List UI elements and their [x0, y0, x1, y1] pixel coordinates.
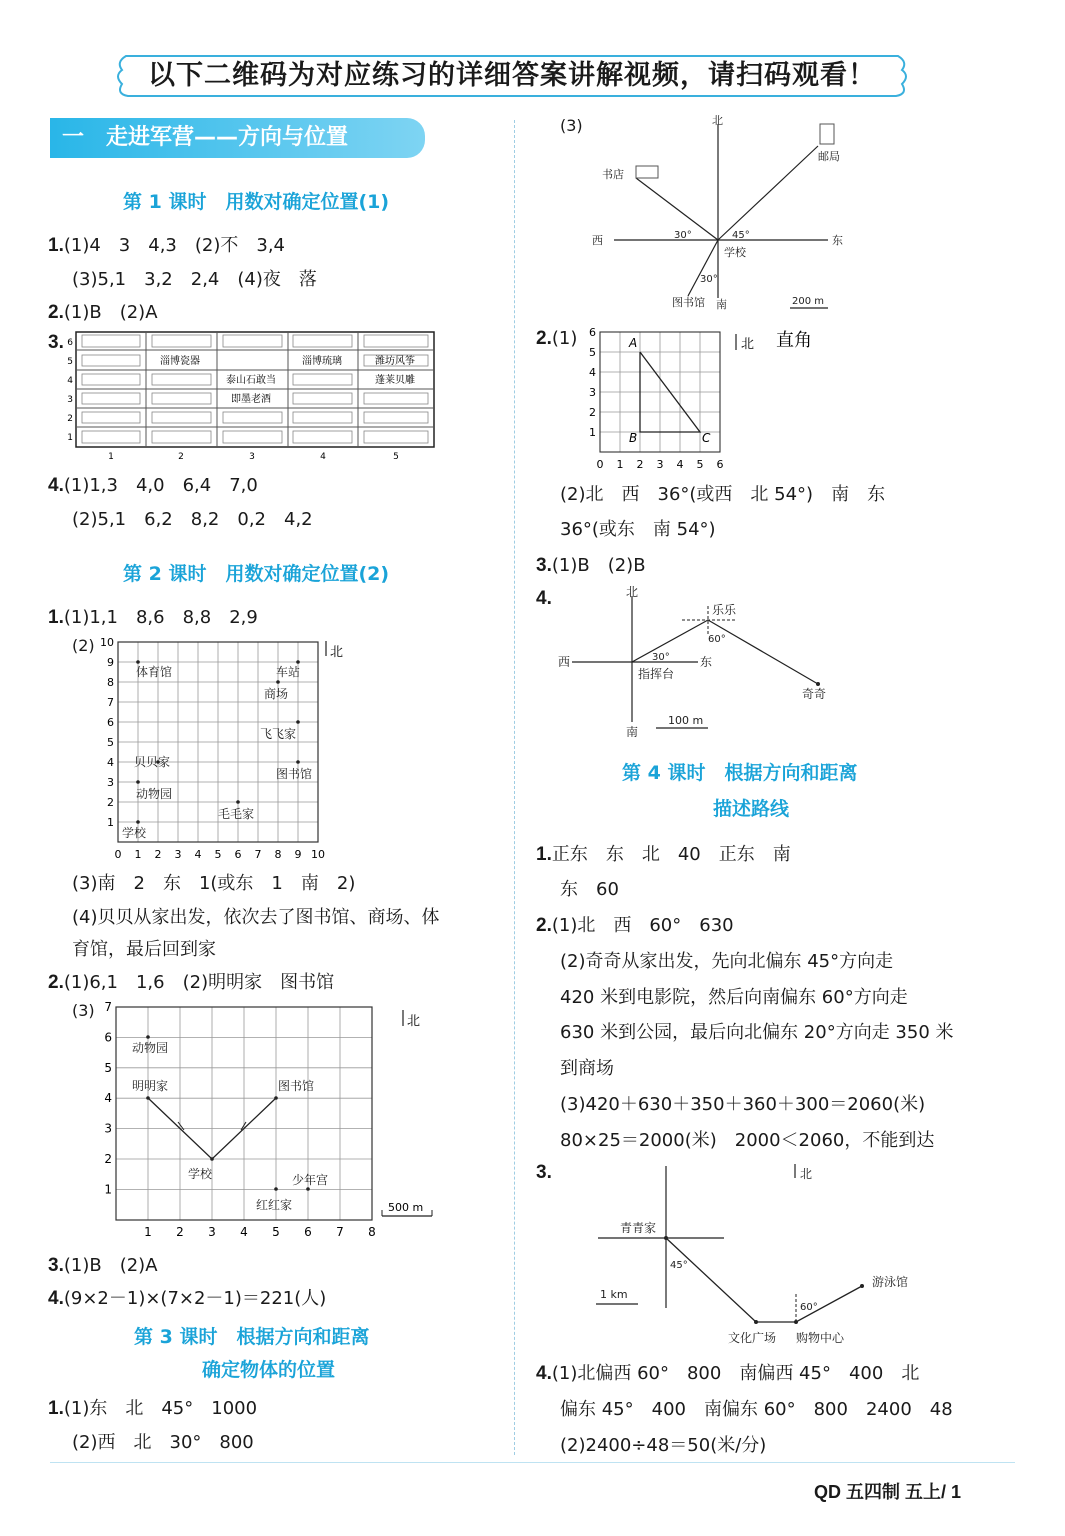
axis-tick: 2 — [107, 796, 114, 809]
axis-tick: 10 — [100, 636, 114, 649]
l4-q2-line-c: 420 米到电影院，然后向南偏东 60°方向走 — [560, 987, 908, 1008]
axis-tick: 2 — [636, 458, 644, 470]
answer-text: (1)4 3 4,3 (2)不 3,4 — [63, 235, 286, 256]
place-label: 贝贝家 — [134, 755, 171, 769]
answer-text: (1)B (2)A — [63, 302, 158, 323]
question-number: 1. — [48, 1398, 64, 1419]
question-number: 1. — [48, 235, 64, 256]
axis-ticks — [589, 326, 724, 470]
east-label: 东 — [700, 655, 713, 669]
question-number: 3. — [536, 1162, 552, 1183]
l1-q1-line-a — [48, 231, 285, 257]
l2-q1-line-a — [48, 603, 258, 629]
point-label: B — [629, 431, 638, 445]
axis-tick: 5 — [589, 346, 596, 359]
answer-text: (1)1,1 8,6 8,8 2,9 — [63, 607, 258, 628]
lesson2-title: 第 2 课时 用数对确定位置(2) — [123, 563, 390, 585]
axis-tick: 5 — [214, 848, 222, 861]
place-label: 图书馆 — [276, 767, 313, 781]
place-label: 书店 — [602, 168, 624, 181]
west-label: 西 — [592, 234, 603, 247]
north-label: 北 — [626, 585, 639, 599]
question-number: 1. — [48, 607, 64, 628]
bookstore-icon — [636, 166, 658, 178]
l4-q2-line-b: (2)奇奇从家出发，先向北偏东 45°方向走 — [560, 951, 894, 972]
question-number: 1. — [536, 844, 552, 865]
l1-q2 — [48, 298, 158, 324]
l2-q2-sub3: (3) — [72, 1001, 95, 1020]
east-label: 东 — [832, 234, 843, 247]
north-label: 北 — [741, 337, 755, 352]
lesson1-title: 第 1 课时 用数对确定位置(1) — [123, 191, 390, 213]
axis-tick: 1 — [144, 1224, 152, 1239]
axis-tick: 6 — [234, 848, 242, 861]
axis-tick: 4 — [194, 848, 202, 861]
scale-label: 1 km — [600, 1288, 628, 1301]
question-number: 4. — [48, 475, 64, 496]
l3-q4-figure — [556, 584, 856, 744]
question-number: 2. — [48, 972, 64, 993]
post-office-icon — [820, 124, 834, 144]
axis-tick: 7 — [336, 1224, 344, 1239]
axis-tick: 3 — [174, 848, 182, 861]
l3-q4-number — [536, 588, 552, 610]
l4-q2-line-g: 80×25＝2000(米) 2000＜2060，不能到达 — [560, 1130, 935, 1151]
place-label: 文化广场 — [728, 1331, 777, 1345]
north-label: 北 — [330, 645, 344, 660]
answer-text: (1)北 西 60° 630 — [551, 915, 734, 936]
axis-tick: 2 — [154, 848, 162, 861]
l2-map2-figure — [96, 1000, 446, 1248]
answer-text: (1) — [551, 328, 578, 349]
answer-text: (1)北偏西 60° 800 南偏西 45° 400 北 — [551, 1363, 920, 1384]
answer-text: (1)1,3 4,0 6,4 7,0 — [63, 475, 258, 496]
place-label: 青青家 — [620, 1221, 657, 1235]
axis-tick: 0 — [596, 458, 604, 470]
axis-tick: 0 — [114, 848, 122, 861]
place-label: 动物园 — [132, 1041, 169, 1055]
angle-label: 60° — [708, 634, 726, 645]
axis-tick: 6 — [304, 1224, 312, 1239]
axis-tick: 6 — [67, 338, 73, 348]
place-label: 游泳馆 — [872, 1275, 909, 1289]
axis-tick: 2 — [104, 1152, 112, 1166]
grid-cell: 淄博琉璃 — [302, 356, 342, 367]
lesson3-title-a: 第 3 课时 根据方向和距离 — [134, 1326, 370, 1348]
l4-q4-line-b: 偏东 45° 400 南偏东 60° 800 2400 48 — [560, 1399, 953, 1420]
axis-tick: 1 — [134, 848, 142, 861]
axis-tick: 7 — [104, 1000, 112, 1014]
place-label: 图书馆 — [672, 296, 705, 309]
l4-q1-line-b: 东 60 — [560, 879, 619, 900]
answer-text: (1)B (2)A — [63, 1255, 158, 1276]
question-number: 2. — [48, 302, 64, 323]
place-label: 学校 — [724, 246, 746, 259]
l1-q4-line-a — [48, 471, 258, 497]
north-label: 北 — [712, 114, 723, 127]
axis-tick: 3 — [656, 458, 664, 470]
grid-cell: 潍坊风筝 — [375, 356, 415, 367]
axis-ticks — [104, 1000, 375, 1239]
angle-label: 45° — [670, 1260, 688, 1271]
axis-tick: 5 — [272, 1224, 280, 1239]
l3-q2-grid-figure — [586, 324, 846, 470]
axis-tick: 8 — [368, 1224, 376, 1239]
axis-tick: 2 — [67, 414, 73, 424]
axis-tick: 1 — [107, 816, 114, 829]
angle-label: 30° — [674, 230, 692, 241]
place-label: 红红家 — [256, 1198, 293, 1212]
grid-lines — [116, 1007, 372, 1220]
angle-answer: 直角 — [776, 330, 812, 351]
l3-q2-prefix — [536, 328, 577, 350]
answer-text: (1)B (2)B — [551, 555, 646, 576]
answer-text: (9×2－1)×(7×2－1)＝221(人) — [63, 1288, 327, 1309]
axis-tick: 4 — [67, 376, 73, 386]
l4-q2-line-d: 630 米到公园，最后向北偏东 20°方向走 350 米 — [560, 1022, 954, 1043]
place-label: 飞飞家 — [260, 727, 297, 741]
axis-tick: 8 — [274, 848, 282, 861]
axis-tick: 7 — [254, 848, 262, 861]
axis-tick: 1 — [616, 458, 624, 470]
axis-tick: 4 — [676, 458, 684, 470]
axis-tick: 8 — [107, 676, 114, 689]
place-label: 邮局 — [818, 150, 840, 163]
axis-tick: 3 — [208, 1224, 216, 1239]
place-label: 体育馆 — [136, 665, 173, 679]
l1-q1-line-b: (3)5,1 3,2 2,4 (4)夜 落 — [72, 269, 317, 290]
axis-tick: 7 — [107, 696, 114, 709]
answer-text: 正东 东 北 40 正东 南 — [551, 844, 791, 865]
chapter-title: 一 走进军营——方向与位置 — [62, 125, 349, 150]
axis-tick: 3 — [107, 776, 114, 789]
column-divider — [514, 120, 515, 1455]
south-label: 南 — [716, 298, 727, 311]
grid-cell: 淄博瓷器 — [160, 356, 200, 367]
l2-q1-line-e: 育馆，最后回到家 — [72, 939, 216, 960]
l2-q2-line-a — [48, 968, 334, 994]
axis-tick: 4 — [107, 756, 114, 769]
axis-tick: 4 — [589, 366, 596, 379]
question-number: 4. — [48, 1288, 64, 1309]
l4-q2-line-e: 到商场 — [560, 1058, 614, 1079]
l4-q4-line-a — [536, 1359, 919, 1385]
l2-q1-line-c: (3)南 2 东 1(或东 1 南 2) — [72, 873, 356, 894]
axis-tick: 2 — [178, 452, 184, 462]
place-label: 学校 — [188, 1167, 213, 1181]
place-label: 学校 — [122, 826, 147, 840]
l4-q2-line-a — [536, 911, 734, 937]
question-number: 4. — [536, 1363, 552, 1384]
l4-q2-line-f: (3)420＋630＋350＋360＋300＝2060(米) — [560, 1094, 926, 1115]
axis-tick: 4 — [104, 1091, 112, 1106]
l2-q4 — [48, 1284, 326, 1310]
place-label: 商场 — [264, 687, 289, 701]
axis-tick: 1 — [67, 433, 73, 443]
axis-tick: 4 — [240, 1224, 248, 1239]
south-label: 南 — [626, 725, 639, 739]
angle-label: 45° — [732, 230, 750, 241]
l1-q4-line-b: (2)5,1 6,2 8,2 0,2 4,2 — [72, 509, 313, 530]
lesson3-title-b: 确定物体的位置 — [202, 1359, 336, 1381]
axis-tick: 9 — [294, 848, 302, 861]
scale-label: 100 m — [668, 714, 704, 727]
point-label: C — [702, 431, 711, 445]
axis-tick: 4 — [320, 452, 326, 462]
north-label: 北 — [800, 1167, 813, 1181]
angle-label: 60° — [800, 1302, 818, 1313]
chapter-bar — [50, 118, 425, 158]
place-label: 购物中心 — [796, 1331, 845, 1345]
header-banner — [112, 48, 912, 104]
page-footer: QD 五四制 五上/ 1 — [813, 1482, 961, 1502]
route-line — [666, 1238, 862, 1322]
angle-label: 30° — [652, 652, 670, 663]
axis-tick: 6 — [716, 458, 724, 470]
scale-label: 200 m — [792, 296, 825, 307]
scale-label: 500 m — [388, 1201, 424, 1214]
answer-text: (1)东 北 45° 1000 — [63, 1398, 258, 1419]
axis-tick: 5 — [107, 736, 114, 749]
l3-q1-sub3: (3) — [560, 116, 583, 135]
l1-grid-figure — [62, 328, 440, 468]
axis-tick: 5 — [104, 1060, 112, 1075]
l4-q3-number — [536, 1162, 552, 1184]
question-number: 3. — [536, 555, 552, 576]
banner-text: 以下二维码为对应练习的详细答案讲解视频，请扫码观看！ — [148, 60, 876, 91]
north-label: 北 — [407, 1014, 421, 1029]
place-label: 车站 — [276, 665, 301, 679]
lesson4-title-b: 描述路线 — [713, 798, 790, 820]
place-label: 明明家 — [132, 1079, 169, 1093]
axis-tick: 5 — [696, 458, 704, 470]
axis-tick: 1 — [108, 452, 114, 462]
axis-tick: 5 — [393, 452, 399, 462]
axis-tick: 2 — [589, 406, 596, 419]
angle-label: 30° — [700, 274, 718, 285]
l4-q1-line-a — [536, 840, 791, 866]
place-label: 图书馆 — [278, 1079, 315, 1093]
west-label: 西 — [558, 655, 571, 669]
axis-tick: 6 — [104, 1030, 112, 1045]
point-label: A — [629, 336, 638, 350]
axis-tick: 6 — [107, 716, 114, 729]
l2-q1-line-d: (4)贝贝从家出发，依次去了图书馆、商场、体 — [72, 907, 440, 928]
question-number: 2. — [536, 328, 552, 349]
l3-q2-line-b: (2)北 西 36°(或西 北 54°) 南 东 — [560, 484, 886, 505]
axis-tick: 10 — [311, 848, 325, 861]
place-label: 指挥台 — [638, 667, 675, 681]
l2-map1-figure — [100, 636, 360, 864]
axis-tick: 5 — [67, 357, 73, 367]
place-label: 少年宫 — [292, 1173, 329, 1187]
question-number: 3. — [48, 1255, 64, 1276]
place-label: 奇奇 — [802, 687, 827, 701]
l2-q3 — [48, 1251, 158, 1277]
place-label: 动物园 — [136, 787, 173, 801]
axis-tick: 6 — [589, 326, 596, 339]
place-label: 乐乐 — [712, 603, 737, 617]
l2-q1-sub2: (2) — [72, 636, 95, 655]
axis-tick: 9 — [107, 656, 114, 669]
l4-q4-line-c: (2)2400÷48＝50(米/分) — [560, 1435, 767, 1456]
axis-tick: 2 — [176, 1224, 184, 1239]
axis-tick: 3 — [104, 1121, 112, 1136]
question-number: 2. — [536, 915, 552, 936]
l3-q3 — [536, 551, 646, 577]
l3-q1-line-b: (2)西 北 30° 800 — [72, 1432, 254, 1453]
place-label: 毛毛家 — [218, 807, 255, 821]
l4-q3-figure — [590, 1158, 950, 1352]
question-number: 3. — [48, 332, 64, 353]
axis-tick: 3 — [67, 395, 73, 405]
l3-compass-figure — [584, 112, 864, 314]
l3-q2-line-c: 36°(或东 南 54°) — [560, 519, 716, 540]
footer-rule — [50, 1462, 1015, 1463]
axis-tick: 1 — [589, 426, 596, 439]
axis-tick: 1 — [104, 1182, 112, 1197]
answer-text: (1)6,1 1,6 (2)明明家 图书馆 — [63, 972, 335, 993]
grid-cell: 蓬莱贝雕 — [375, 375, 415, 386]
question-number: 4. — [536, 588, 552, 609]
l3-q1-line-a — [48, 1394, 257, 1420]
lesson4-title-a: 第 4 课时 根据方向和距离 — [622, 762, 858, 784]
axis-tick: 3 — [589, 386, 596, 399]
axis-tick: 3 — [249, 452, 255, 462]
grid-cell: 即墨老酒 — [231, 394, 271, 405]
grid-cell: 泰山石敢当 — [226, 375, 276, 386]
